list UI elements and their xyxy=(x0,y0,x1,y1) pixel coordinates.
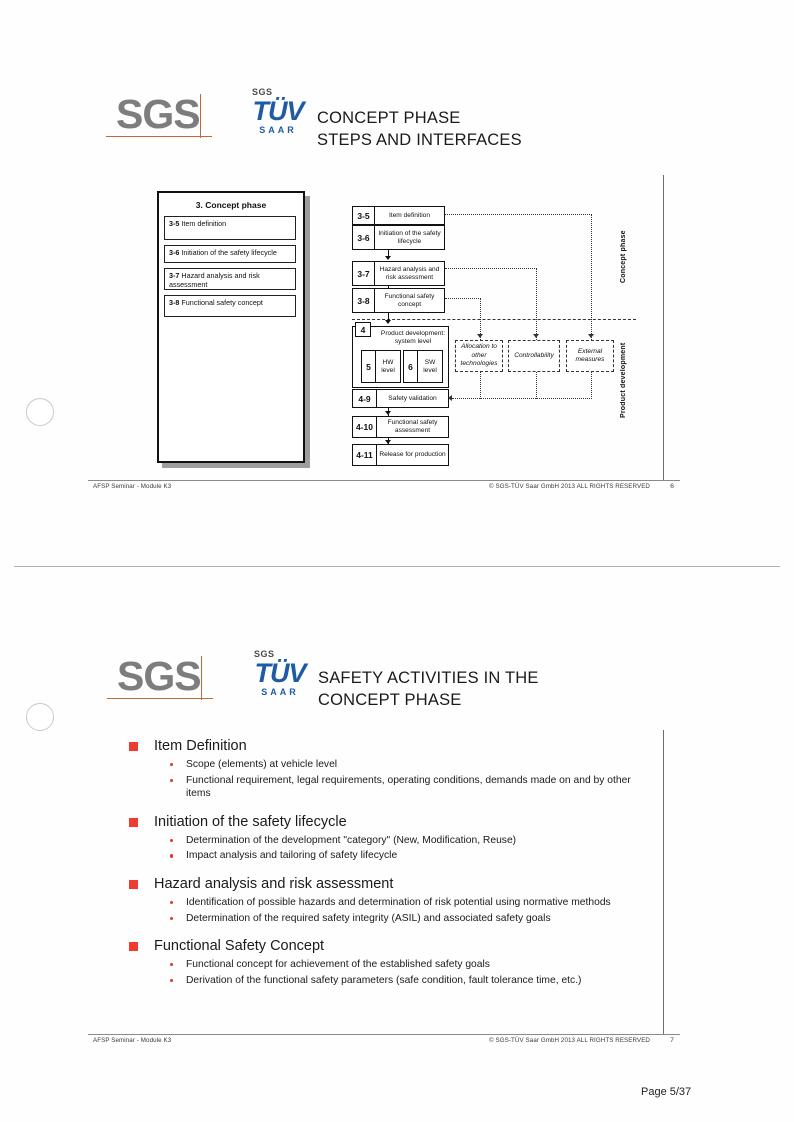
dotted-connector-3-7-v xyxy=(536,268,537,340)
panel-item-3-8[interactable] xyxy=(164,295,296,317)
slide1-footer-right: © SGS-TÜV Saar GmbH 2013 ALL RIGHTS RESERVED xyxy=(489,483,650,490)
dotted-return-allocation-v xyxy=(480,372,481,399)
panel-item-3-5-text: Item definition xyxy=(181,219,227,228)
slide1-title-line2: STEPS AND INTERFACES xyxy=(317,131,522,149)
tuv-logo-saar-text: SAAR xyxy=(259,125,297,135)
bullet-dot-icon xyxy=(170,963,173,966)
slide2-title xyxy=(318,667,539,711)
flow-step-sw-label: SW level xyxy=(423,358,437,374)
bullet-point-text: Identification of possible hazards and determination of risk potential using normative methods xyxy=(186,896,611,908)
flow-step-3-8[interactable] xyxy=(352,288,445,313)
bullet-point-text: Scope (elements) at vehicle level xyxy=(186,759,338,770)
product-development-caption: Product development: system level xyxy=(380,330,446,345)
bullet-heading-hazard-analysis xyxy=(124,874,654,894)
concept-phase-panel xyxy=(157,191,305,463)
bullet-group-hazard-analysis xyxy=(124,874,654,925)
slide1-footer-rule xyxy=(88,480,680,481)
slide-concept-phase-steps xyxy=(0,0,794,560)
tuv-logo-main-text: TÜV xyxy=(252,96,304,126)
dotted-arrow-controllability xyxy=(533,334,539,338)
flow-step-3-6-label: Initiation of the safety lifecycle xyxy=(378,229,441,245)
flow-step-3-7[interactable] xyxy=(352,261,445,286)
panel-item-3-7-num: 3-7 xyxy=(169,271,180,280)
panel-item-3-7[interactable] xyxy=(164,268,296,290)
flow-step-hw-num: 5 xyxy=(362,351,376,382)
flow-step-3-5[interactable] xyxy=(352,206,445,225)
bullet-point xyxy=(124,758,654,772)
slide1-right-rule xyxy=(663,175,664,480)
tuv-saar-logo xyxy=(246,88,310,140)
panel-item-3-7-text: Hazard analysis and risk assessment xyxy=(169,271,260,289)
panel-item-3-6[interactable] xyxy=(164,245,296,263)
flow-step-3-5-num: 3-5 xyxy=(353,207,375,224)
flow-step-3-6[interactable] xyxy=(352,225,445,250)
dotted-arrow-allocation xyxy=(477,334,483,338)
bullet-point-text: Functional concept for achievement of the established safety goals xyxy=(186,959,490,971)
tuv-logo-sgs-text-2: SGS xyxy=(254,649,275,659)
dotted-return-controllability-v xyxy=(536,372,537,399)
slide2-right-rule xyxy=(663,730,664,1035)
bullet-point xyxy=(124,912,654,926)
bullet-point-text: Functional requirement, legal requirements, operating conditions, demands made on and by other items xyxy=(186,774,631,800)
page-label: Page 5/37 xyxy=(641,1086,692,1098)
panel-item-3-5[interactable] xyxy=(164,216,296,240)
dotted-arrow-external xyxy=(588,334,594,338)
flow-arrow-4 xyxy=(385,411,391,415)
slide1-footer-page: 6 xyxy=(670,483,674,490)
slide2-title-line1: SAFETY ACTIVITIES IN THE xyxy=(318,669,539,687)
bullet-square-icon xyxy=(129,742,138,751)
slide2-title-line2: CONCEPT PHASE xyxy=(318,691,462,709)
product-development-num: 4 xyxy=(355,322,371,337)
bullet-dot-icon xyxy=(170,901,173,904)
flow-arrow-1 xyxy=(385,256,391,260)
bullet-group-functional-safety-concept xyxy=(124,936,654,987)
bullet-square-icon xyxy=(129,880,138,889)
bullet-group-initiation-safety-lifecycle xyxy=(124,812,654,863)
bullet-point xyxy=(124,774,654,801)
dotted-connector-3-8-h xyxy=(445,298,481,299)
bullet-dot-icon xyxy=(170,779,173,782)
flow-step-4-11-num: 4-11 xyxy=(353,445,377,465)
side-box-allocation[interactable]: Allocation to other technologies xyxy=(455,340,503,372)
bullet-point-text: Determination of the required safety integrity (ASIL) and associated safety goals xyxy=(186,912,551,924)
sgs-logo-vertical-bar-2 xyxy=(201,656,202,700)
panel-item-3-8-num: 3-8 xyxy=(169,298,180,307)
bullet-group-item-definition xyxy=(124,736,654,801)
slide-safety-activities xyxy=(0,566,794,1066)
sgs-logo-text-2: SGS xyxy=(117,653,201,699)
slide2-footer-rule xyxy=(88,1034,680,1035)
slide1-footer-left: AFSP Seminar - Module K3 xyxy=(93,483,172,490)
bullet-point xyxy=(124,834,654,848)
sgs-logo-horizontal-bar-2 xyxy=(107,698,213,699)
flow-step-4-10-num: 4-10 xyxy=(353,417,377,437)
flow-step-4-11[interactable] xyxy=(352,444,449,466)
side-box-controllability[interactable]: Controllability xyxy=(508,340,560,372)
bullet-heading-text: Initiation of the safety lifecycle xyxy=(154,813,347,830)
slide2-footer-left: AFSP Seminar - Module K3 xyxy=(93,1037,172,1044)
bullet-square-icon xyxy=(129,942,138,951)
panel-title: 3. Concept phase xyxy=(195,200,267,210)
flow-step-4-11-label: Release for production xyxy=(379,451,446,458)
flow-step-3-7-label: Hazard analysis and risk assessment xyxy=(379,265,440,281)
sgs-logo-text: SGS xyxy=(116,91,200,137)
flow-step-4-9-label: Safety validation xyxy=(388,394,437,402)
slide2-footer-page: 7 xyxy=(670,1037,674,1044)
side-box-external-measures[interactable]: External measures xyxy=(566,340,614,372)
bullet-dot-icon xyxy=(170,979,173,982)
sgs-logo-horizontal-bar xyxy=(106,136,212,137)
bullet-heading-text: Item Definition xyxy=(154,738,247,754)
dotted-return-arrow xyxy=(448,395,452,401)
dotted-connector-3-7-h xyxy=(445,268,537,269)
bullet-dot-icon xyxy=(170,839,173,842)
bullet-heading-text: Hazard analysis and risk assessment xyxy=(154,875,394,892)
flow-step-4-9-num: 4-9 xyxy=(353,390,377,407)
dotted-connector-3-5-h xyxy=(445,214,592,215)
slide1-title xyxy=(317,107,522,151)
dotted-connector-3-5-v xyxy=(591,214,592,340)
safety-activities-list xyxy=(124,736,654,998)
flow-step-4-10[interactable] xyxy=(352,416,449,438)
flow-arrow-3 xyxy=(385,320,391,324)
bullet-square-icon xyxy=(129,818,138,827)
bullet-heading-text: Functional Safety Concept xyxy=(154,938,325,955)
phase-label-concept: Concept phase xyxy=(620,230,627,283)
flow-step-hw-level[interactable] xyxy=(361,350,401,383)
bullet-point-text: Derivation of the functional safety parameters (safe condition, fault tolerance time, etc.) xyxy=(186,974,582,986)
flow-step-sw-num: 6 xyxy=(404,351,418,382)
flow-step-sw-level[interactable] xyxy=(403,350,443,383)
tuv-logo-main-text-2: TÜV xyxy=(254,658,306,688)
panel-item-3-8-text: Functional safety concept xyxy=(181,298,263,307)
flow-step-3-8-label: Functional safety concept xyxy=(384,292,435,308)
phase-separator-dashed-line xyxy=(352,319,636,320)
bullet-point xyxy=(124,974,654,988)
phase-label-product-development: Product development xyxy=(620,342,627,418)
flow-step-3-5-label: Item definition xyxy=(388,211,431,219)
flow-step-3-7-num: 3-7 xyxy=(353,262,375,285)
bullet-point-text: Impact analysis and tailoring of safety lifecycle xyxy=(186,850,398,862)
dotted-return-h xyxy=(452,398,592,399)
dotted-return-external-v xyxy=(591,372,592,399)
bullet-point xyxy=(124,849,654,863)
bullet-point-text: Determination of the development "category" (New, Modification, Reuse) xyxy=(186,834,517,846)
bullet-dot-icon xyxy=(170,917,173,920)
bullet-heading-initiation xyxy=(124,812,654,832)
panel-item-3-5-num: 3-5 xyxy=(169,219,180,228)
slide1-title-line1: CONCEPT PHASE xyxy=(317,109,461,127)
sgs-logo-2 xyxy=(117,654,221,702)
bullet-dot-icon xyxy=(170,854,173,857)
flow-step-hw-label: HW level xyxy=(381,358,395,374)
sgs-logo-vertical-bar xyxy=(200,94,201,138)
bullet-point xyxy=(124,958,654,972)
bullet-heading-functional-safety-concept xyxy=(124,936,654,956)
tuv-logo-saar-text-2: SAAR xyxy=(261,687,299,697)
bullet-heading-item-definition xyxy=(124,736,654,756)
flow-step-3-6-num: 3-6 xyxy=(353,226,375,249)
sgs-logo xyxy=(116,92,220,140)
flow-step-3-8-num: 3-8 xyxy=(353,289,375,312)
panel-item-3-6-text: Initiation of the safety lifecycle xyxy=(181,248,277,257)
panel-item-3-6-num: 3-6 xyxy=(169,248,180,257)
bullet-point xyxy=(124,896,654,910)
bullet-dot-icon xyxy=(170,763,173,766)
tuv-saar-logo-2 xyxy=(248,650,312,702)
tuv-logo-sgs-text: SGS xyxy=(252,87,273,97)
flow-step-4-9[interactable] xyxy=(352,389,449,408)
slide2-footer-right: © SGS-TÜV Saar GmbH 2013 ALL RIGHTS RESERVED xyxy=(489,1037,650,1044)
flow-step-4-10-label: Functional safety assessment xyxy=(387,419,438,434)
